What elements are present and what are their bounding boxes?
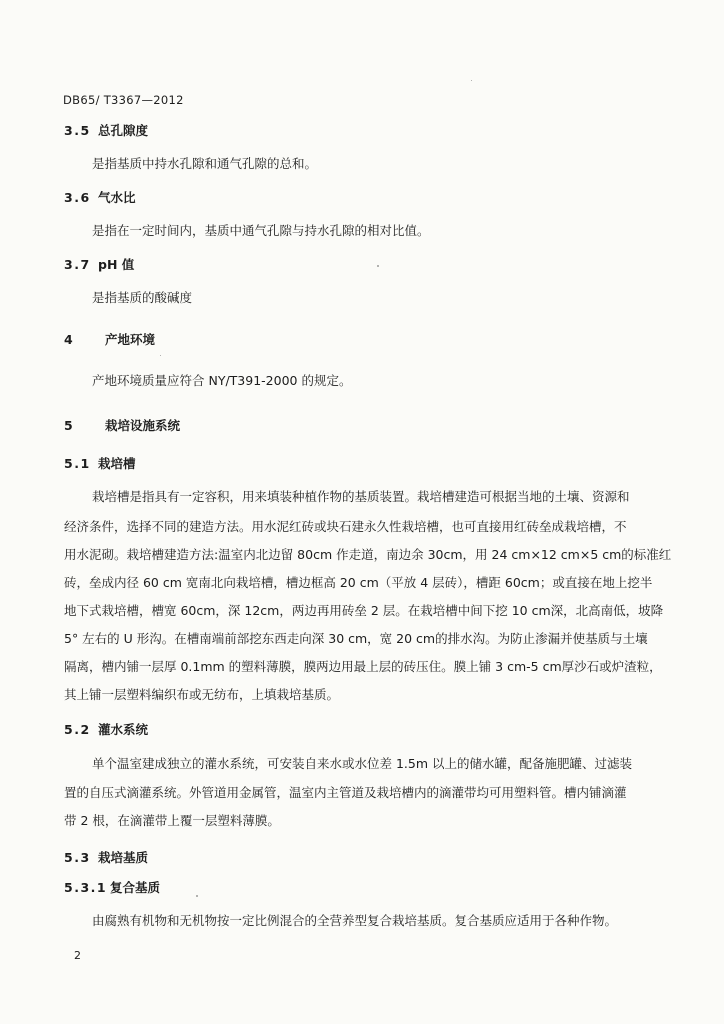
paragraph-line: 栽培槽是指具有一定容积，用来填装种植作物的基质装置。栽培槽建造可根据当地的土壤、资源和 (92, 489, 630, 504)
paragraph-line: 单个温室建成独立的灌水系统，可安装自来水或水位差 1.5m 以上的储水罐，配备施肥罐、过滤装 (92, 756, 633, 771)
section-number: 5.3 (64, 850, 91, 865)
heading-5-1 (64, 458, 136, 471)
section-title: 栽培槽 (98, 456, 136, 471)
section-number: 5 (64, 418, 75, 433)
paragraph-line: 由腐熟有机物和无机物按一定比例混合的全营养型复合栽培基质。复合基质应适用于各种作物。 (92, 913, 618, 928)
paragraph-line: 置的自压式滴灌系统。外管道用金属管，温室内主管道及栽培槽内的滴灌带均可用塑料管。槽内铺滴灌 (64, 785, 627, 800)
paragraph-line: 带 2 根，在滴灌带上覆一层塑料薄膜。 (64, 813, 280, 828)
section-title: 栽培设施系统 (105, 418, 181, 433)
section-title: 灌水系统 (98, 722, 149, 737)
heading-3-6 (64, 192, 136, 205)
paragraph-line: 其上铺一层塑料编织布或无纺布，上填栽培基质。 (64, 687, 340, 702)
paragraph-line: 砖，垒成内径 60 cm 宽南北向栽培槽，槽边框高 20 cm（平放 4 层砖），槽距 60cm；或直接在地上挖半 (64, 575, 653, 590)
paragraph-line: 是指基质的酸碱度 (92, 290, 193, 305)
section-number: 3.7 (64, 257, 91, 272)
paragraph-line: 是指在一定时间内，基质中通气孔隙与持水孔隙的相对比值。 (92, 223, 430, 238)
paragraph-line: 用水泥砌。栽培槽建造方法:温室内北边留 80cm 作走道，南边余 30cm，用 24 cm×12 cm×5 cm的标准红 (64, 547, 672, 562)
section-title: 栽培基质 (98, 850, 149, 865)
section-number: 3.5 (64, 123, 91, 138)
heading-5 (64, 420, 180, 433)
heading-3-5 (64, 125, 148, 138)
paragraph-line: 产地环境质量应符合 NY/T391-2000 的规定。 (92, 373, 352, 388)
heading-4 (64, 334, 155, 347)
section-title: 复合基质 (110, 880, 161, 895)
scan-speck (196, 895, 198, 897)
section-number: 3.6 (64, 190, 91, 205)
heading-5-2 (64, 724, 148, 737)
scan-speck (377, 265, 379, 267)
section-number: 5.1 (64, 456, 91, 471)
standard-code: DB65/ T3367—2012 (63, 93, 184, 107)
heading-3-7 (64, 259, 134, 272)
paragraph-line: 地下式栽培槽，槽宽 60cm，深 12cm，两边再用砖垒 2 层。在栽培槽中间下挖 10 cm深，北高南低，坡降 (64, 603, 664, 618)
section-title: pH 值 (98, 257, 135, 272)
section-title: 气水比 (98, 190, 136, 205)
heading-5-3-1 (64, 882, 160, 895)
scan-speck (160, 355, 161, 356)
section-number: 5.3.1 (64, 880, 108, 895)
heading-5-3 (64, 852, 148, 865)
section-number: 5.2 (64, 722, 91, 737)
page-number: 2 (74, 949, 81, 962)
section-title: 产地环境 (105, 332, 156, 347)
section-title: 总孔隙度 (98, 123, 149, 138)
paragraph-line: 5° 左右的 U 形沟。在槽南端前部挖东西走向深 30 cm，宽 20 cm的排水沟。为防止渗漏并使基质与土壤 (64, 631, 648, 646)
paragraph-line: 经济条件，选择不同的建造方法。用水泥红砖或块石建永久性栽培槽，也可直接用红砖垒成栽培槽，不 (64, 519, 627, 534)
paragraph-line: 隔离，槽内铺一层厚 0.1mm 的塑料薄膜，膜两边用最上层的砖压住。膜上铺 3 cm-5 cm厚沙石或炉渣粒， (64, 659, 662, 674)
scan-speck (471, 80, 472, 81)
section-number: 4 (64, 332, 75, 347)
paragraph-line: 是指基质中持水孔隙和通气孔隙的总和。 (92, 156, 318, 171)
